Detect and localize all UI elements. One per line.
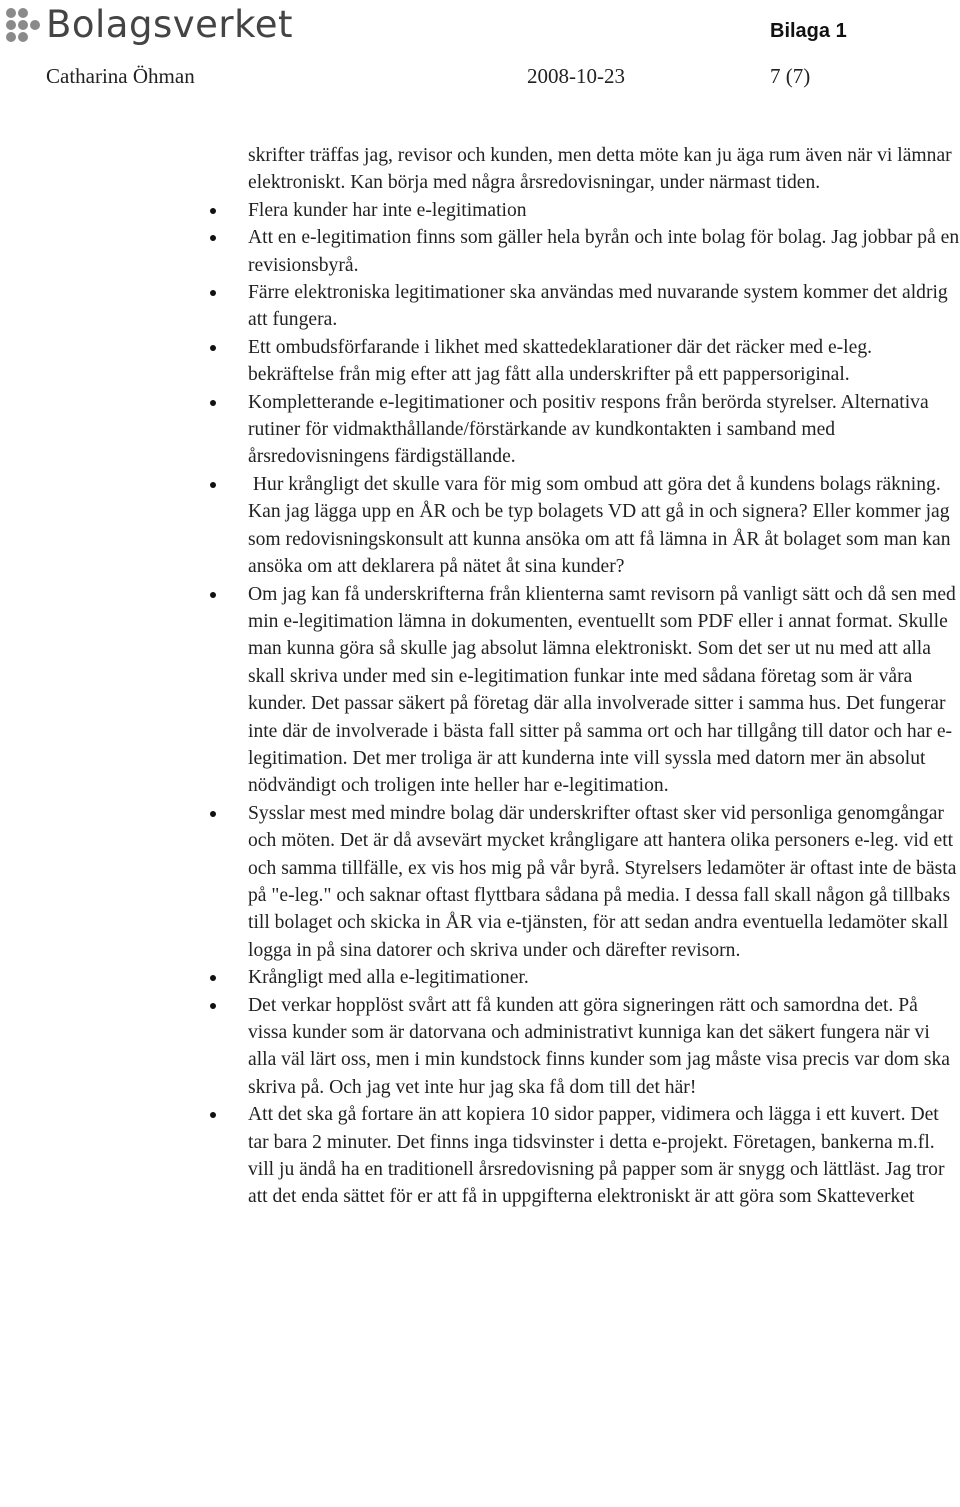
list-item (248, 389, 960, 471)
list-item (248, 1101, 960, 1211)
attachment-label: Bilaga 1 (770, 20, 847, 42)
bolagsverket-logo-icon (2, 4, 42, 44)
list-item (248, 224, 960, 279)
page-number: 7 (7) (770, 64, 811, 88)
list-item (248, 964, 960, 991)
list-item-text: Sysslar mest med mindre bolag där underskrifter oftast sker vid personliga genomgångar och möten. Det är då avsevärt mycket krångligare att hantera olika personers e-leg. vid ett och samma tillfälle, ex vis hos mig på vår byrå. Styrelsers ledamöter är oftast inte de bästa på "e-leg." och saknar oftast flyttbara sådana på media. I dessa fall skall någon gå tillbaks till bolaget och skicka in ÅR via e-tjänsten, för att sedan andra eventuella ledamöter skall logga in på sina datorer och skriva under och därefter revisorn. (248, 802, 957, 961)
list-item (248, 279, 960, 334)
list-item (248, 992, 960, 1102)
bullet-icon (210, 811, 216, 817)
bullet-icon (210, 345, 216, 351)
bullet-icon (210, 482, 216, 488)
list-item (248, 581, 960, 800)
list-item (248, 197, 960, 224)
list-item-text: Det verkar hopplöst svårt att få kunden att göra signeringen rätt och samordna det. På vissa kunder som är datorvana och administrativt kunniga kan det säkert fungera när vi alla väl lärt oss, men i min kundstock finns kunder som jag måste visa precis var dom ska skriva på. Och jag vet inte hur jag ska få dom till det här! (248, 994, 950, 1098)
list-item-text: Krångligt med alla e-legitimationer. (248, 967, 529, 989)
document-body (248, 142, 960, 1211)
bullet-icon (210, 400, 216, 406)
list-item (248, 334, 960, 389)
list-item-text: Flera kunder har inte e-legitimation (248, 199, 527, 221)
bullet-icon (210, 592, 216, 598)
logo-text: Bolagsverket (46, 2, 293, 46)
bullet-list (248, 197, 960, 1211)
bullet-icon (210, 290, 216, 296)
author-name: Catharina Öhman (46, 64, 195, 88)
list-item-text: Om jag kan få underskrifterna från klienterna samt revisorn på vanligt sätt och då sen med min e-legitimation lämna in dokumenten, eventuellt som PDF eller i annat format. Skulle man kunna göra så skulle jag absolut lämna elektroniskt. Som det ser ut nu med att alla skall skriva under med sin e-legitimation funkar inte med sådana företag som är våra kunder. Det passar säkert på företag där alla involverade sitter i samma hus. Det fungerar inte där de involverade i bästa fall sitter på samma ort och har tillgång till dator och har e-legitimation. Det mer troliga är att kunderna inte vill syssla med datorn mer än absolut nödvändigt och troligen inte heller har e-legitimation. (248, 583, 956, 797)
bullet-icon (210, 208, 216, 214)
list-item-text: Att en e-legitimation finns som gäller hela byrån och inte bolag för bolag. Jag jobbar på en revisionsbyrå. (248, 227, 960, 276)
intro-paragraph: skrifter träffas jag, revisor och kunden, men detta möte kan ju äga rum även när vi lämnar elektroniskt. Kan börja med några årsredovisningar, under närmast tiden. (248, 145, 952, 194)
list-item-text: Färre elektroniska legitimationer ska användas med nuvarande system kommer det aldrig att fungera. (248, 282, 948, 331)
document-date: 2008-10-23 (527, 64, 625, 88)
list-item-text: Kompletterande e-legitimationer och positiv respons från berörda styrelser. Alternativa rutiner för vidmakthållande/förstärkande av kundkontakten i samband med årsredovisningens färdigställande. (248, 391, 929, 468)
bullet-icon (210, 235, 216, 241)
list-item-text: Att det ska gå fortare än att kopiera 10 sidor papper, vidimera och lägga i ett kuvert. Det tar bara 2 minuter. Det finns inga tidsvinster i detta e-projekt. Företagen, bankerna m.fl. vill ju ändå ha en traditionell årsredovisning på papper som är snygg och lättläst. Jag tror att det enda sättet för er att få in uppgifterna elektroniskt är att göra som Skatteverket (248, 1104, 945, 1208)
bullet-icon (210, 1003, 216, 1009)
list-item-text: Ett ombudsförfarande i likhet med skattedeklarationer där det räcker med e-leg. bekräftelse från mig efter att jag fått alla underskrifter på ett pappersoriginal. (248, 336, 873, 386)
bullet-icon (210, 975, 216, 981)
bullet-icon (210, 1112, 216, 1118)
logo (2, 2, 293, 46)
list-item (248, 471, 960, 581)
list-item-text: Hur krångligt det skulle vara för mig som ombud att göra det å kundens bolags räkning. Kan jag lägga upp en ÅR och be typ bolagets VD att gå in och signera? Eller kommer jag som redovisningskonsult att kunna ansöka om att få lämna in ÅR åt bolaget som man kan ansöka om att deklarera på nätet åt sina kunder? (248, 473, 956, 578)
list-item (248, 800, 960, 964)
